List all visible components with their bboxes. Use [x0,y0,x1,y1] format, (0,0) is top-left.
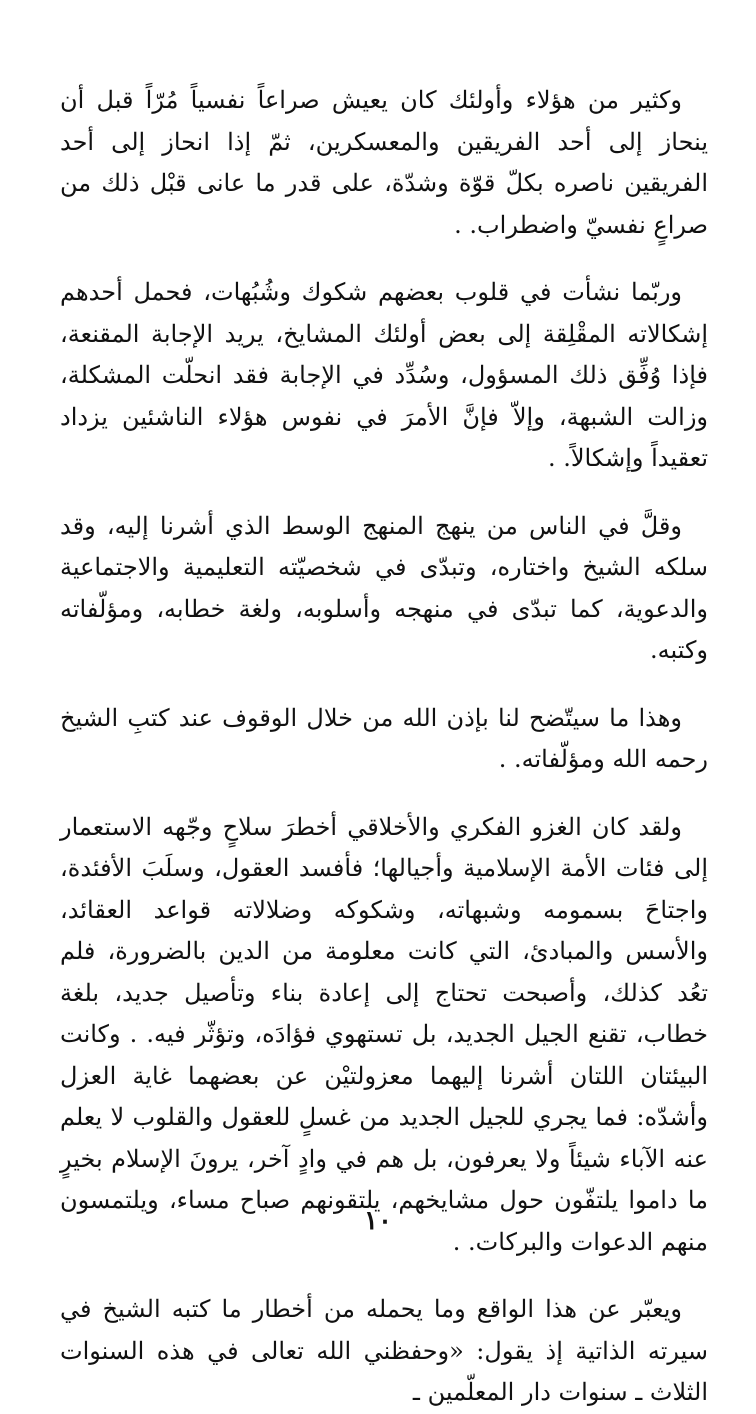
paragraph-6: ويعبّر عن هذا الواقع وما يحمله من أخطار ما كتبه الشيخ في سيرته الذاتية إذ يقول: «وحفظني الله تعالى في هذه السنوات الثلاث ـ سنوات دار المعلّمين ـ [60,1295,708,1406]
paragraph-4: وهذا ما سيتّضح لنا بإذن الله من خلال الوقوف عند كتبِ الشيخ رحمه الله ومؤلّفاته. . [60,703,708,773]
paragraph-3: وقلَّ في الناس من ينهج المنهج الوسط الذي أشرنا إليه، وقد سلكه الشيخ واختاره، وتبدّى في شخصيّته التعليمية والاجتماعية والدعوية، كما تبدّى في منهجه وأسلوبه، ولغة خطابه، ومؤلّفاته وكتبه. [60,511,708,664]
paragraph-5: ولقد كان الغزو الفكري والأخلاقي أخطرَ سلاحٍ وجّهه الاستعمار إلى فئات الأمة الإسلامية وأجيالها؛ فأفسد العقول، وسلَبَ الأفئدة، واجتاحَ بسمومه وشبهاته، وشكوكه وضلالاته قواعد العقائد، والأسس والمبادئ، التي كانت معلومة من الدين بالضرورة، فلم تعُد كذلك، وأصبحت تحتاج إلى إعادة بناء وتأصيل جديد، بلغة خطاب، تقنع الجيل الجديد، بل تستهوي فؤادَه، وتؤثّر فيه. . وكانت البيئتان اللتان أشرنا إليهما معزولتيْن عن بعضهما غاية العزل وأشدّه: فما يجري للجيل الجديد من غسلٍ للعقول والقلوب لا يعلم عنه الآباء شيئاً ولا يعرفون، بل هم في وادٍ آخر، يرونَ الإسلام بخيرٍ ما داموا يلتفّون حول مشايخهم، يلتقونهم صباح مساء، ويلتمسون منهم الدعوات والبركات. . [60,812,708,1256]
paragraph-1: وكثير من هؤلاء وأولئك كان يعيش صراعاً نفسياً مُرّاً قبل أن ينحاز إلى أحد الفريقين والمعسكرين، ثمّ إذا انحاز إلى أحد الفريقين ناصره بكلّ قوّة وشدّة، على قدر ما عانى قبْل ذلك من صراعٍ نفسيّ واضطراب. . [60,86,708,239]
paragraph-2: وربّما نشأت في قلوب بعضهم شكوك وشُبُهات، فحمل أحدهم إشكالاته المقْلِقة إلى بعض أولئك المشايخ، يريد الإجابة المقنعة، فإذا وُفِّق ذلك المسؤول، وسُدِّد في الإجابة فقد انحلّت المشكلة، وزالت الشبهة، وإلاّ فإنَّ الأمرَ في نفوس هؤلاء الناشئين يزداد تعقيداً وإشكالاً. . [60,278,708,472]
page-number: ١٠ [364,1206,392,1236]
